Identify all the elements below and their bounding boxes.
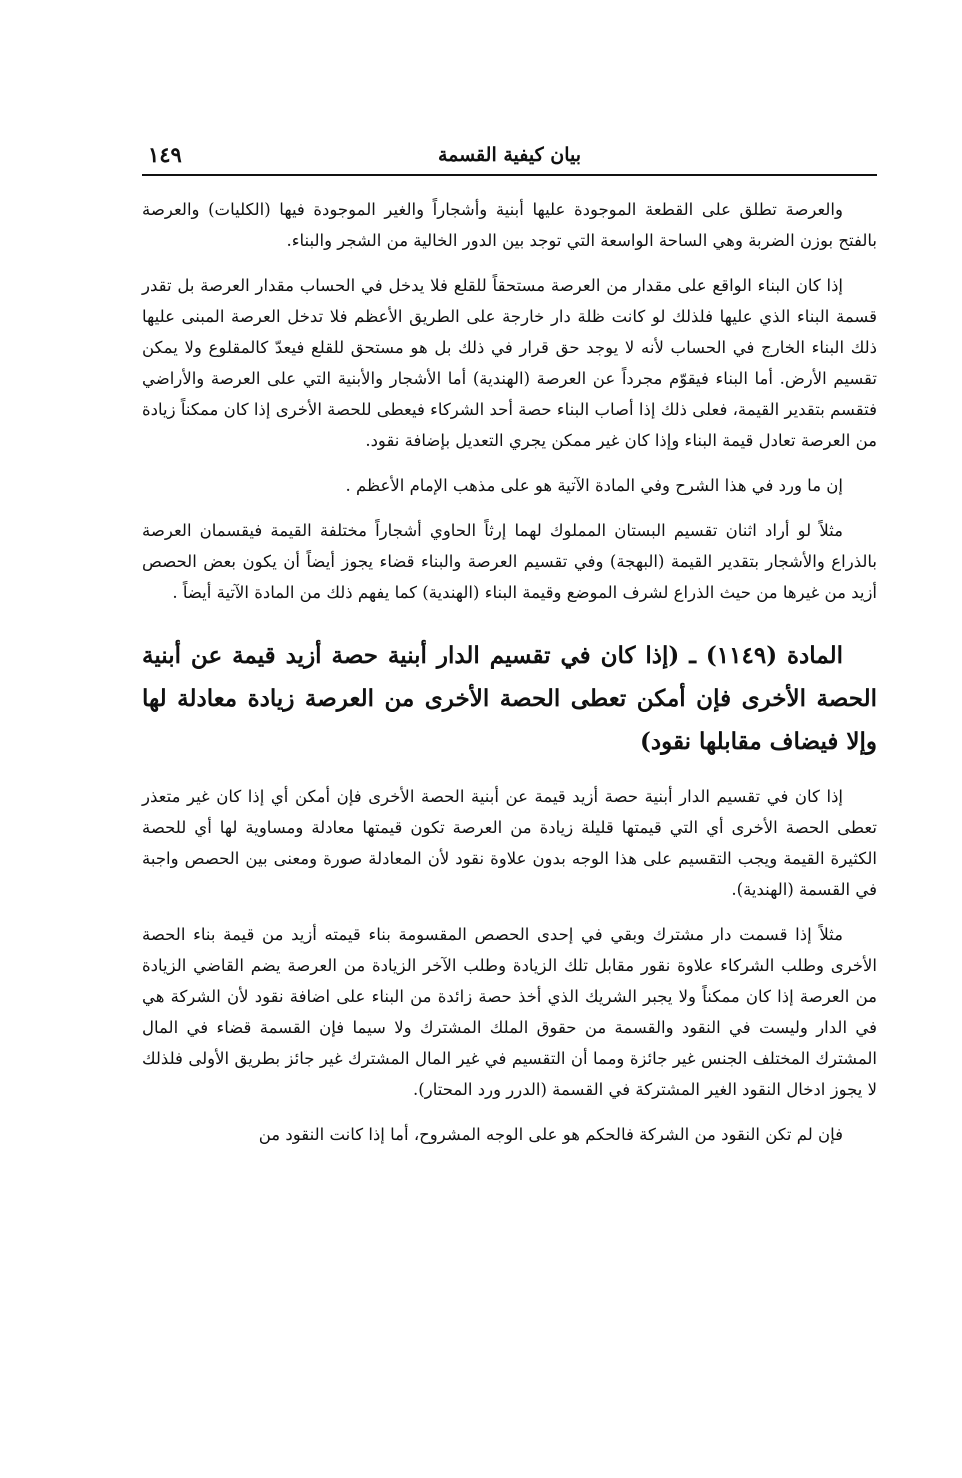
page-body — [142, 194, 877, 1150]
article-heading: المادة (١١٤٩) ـ (إذا كان في تقسيم الدار أبنية حصة أزيد قيمة عن أبنية الحصة الأخرى فإن أمكن تعطى الحصة الأخرى من العرصة زيادة معادلة لها وإلا فيضاف مقابلها نقود) — [142, 642, 877, 755]
paragraph: إذا كان في تقسيم الدار أبنية حصة أزيد قيمة عن أبنية الحصة الأخرى فإن أمكن أي إذا كان غير متعذر تعطى الحصة الأخرى أي التي قيمتها قليلة زيادة من العرصة تكون قيمتها معادلة ومساوية لها أي للحصة الكثيرة القيمة ويجب التقسيم على هذا الوجه بدون علاوة نقود لأن المعادلة صورة ومعنى بين الحصص واجبة في القسمة (الهندية). — [142, 787, 877, 899]
book-page — [142, 140, 877, 1164]
paragraph: إذا كان البناء الواقع على مقدار من العرصة مستحقاً للقلع فلا يدخل في الحساب مقدار العرصة بل تقدر قسمة البناء الذي عليها فلذلك لو كانت ظلة دار خارجة على الطريق الأعظم فلا تدخل العرصة المبنى عليها ذلك البناء الخارج في الحساب لأنه لا يوجد حق قرار في ذلك بل هو مستحق للقلع فيعدّ كالمقلوع ولا يمكن تقسيم الأرض. أما البناء فيقوّم مجرداً عن العرصة (الهندية) أما الأشجار والأبنية التي على العرصة والأراضي فتقسم بتقدير القيمة، فعلى ذلك إذا أصاب البناء حصة أحد الشركاء فيعطى للحصة الأخرى إذا كان ممكناً زيادة من العرصة تعادل قيمة البناء وإذا كان غير ممكن يجري التعديل بإضافة نقود. — [142, 276, 877, 450]
paragraph: إن ما ورد في هذا الشرح وفي المادة الآتية هو على مذهب الإمام الأعظم . — [345, 476, 843, 495]
page-header — [142, 140, 877, 176]
paragraph: والعرصة تطلق على القطعة الموجودة عليها أبنية وأشجاراً والغير الموجودة فيها (الكليات) والعرصة بالفتح بوزن الضربة وهي الساحة الواسعة التي توجد بين الدور الخالية من الشجر والبناء. — [142, 200, 877, 250]
paragraph: مثلاً لو أراد اثنان تقسيم البستان المملوك لهما إرثاً الحاوي أشجاراً مختلفة القيمة فيقسمان العرصة بالذراع والأشجار بتقدير القيمة (البهجة) وفي تقسيم العرصة والبناء قضاء يجوز أيضاً أن يكون بعض الحصص أزيد من غيرها من حيث الذراع لشرف الموضع وقيمة البناء (الهندية) كما يفهم ذلك من المادة الآتية أيضاً . — [142, 521, 877, 602]
running-title: بيان كيفية القسمة — [437, 144, 582, 166]
page-number: ١٤٩ — [148, 142, 182, 167]
paragraph: فإن لم تكن النقود من الشركة فالحكم هو على الوجه المشروح، أما إذا كانت النقود من — [258, 1125, 843, 1144]
paragraph: مثلاً إذا قسمت دار مشترك وبقي في إحدى الحصص المقسومة بناء قيمته أزيد من قيمة بناء الحصة الأخرى وطلب الشركاء علاوة نقور مقابل تلك الزيادة وطلب الآخر الزيادة من العرصة يضم القاضي الزيادة من العرصة إذا كان ممكناً ولا يجبر الشريك الذي أخذ حصة زائدة من البناء على اضافة نقود لأن الشركة هي في الدار وليست في النقود والقسمة من حقوق الملك المشترك ولا سيما فإن القسمة قضاء في المال المشترك المختلف الجنس غير جائزة ومما أن التقسيم في غير المال المشترك غير جائز بطريق الأولى فلذلك لا يجوز ادخال النقود الغير المشتركة في القسمة (الدرر ورد المحتار). — [142, 925, 877, 1099]
